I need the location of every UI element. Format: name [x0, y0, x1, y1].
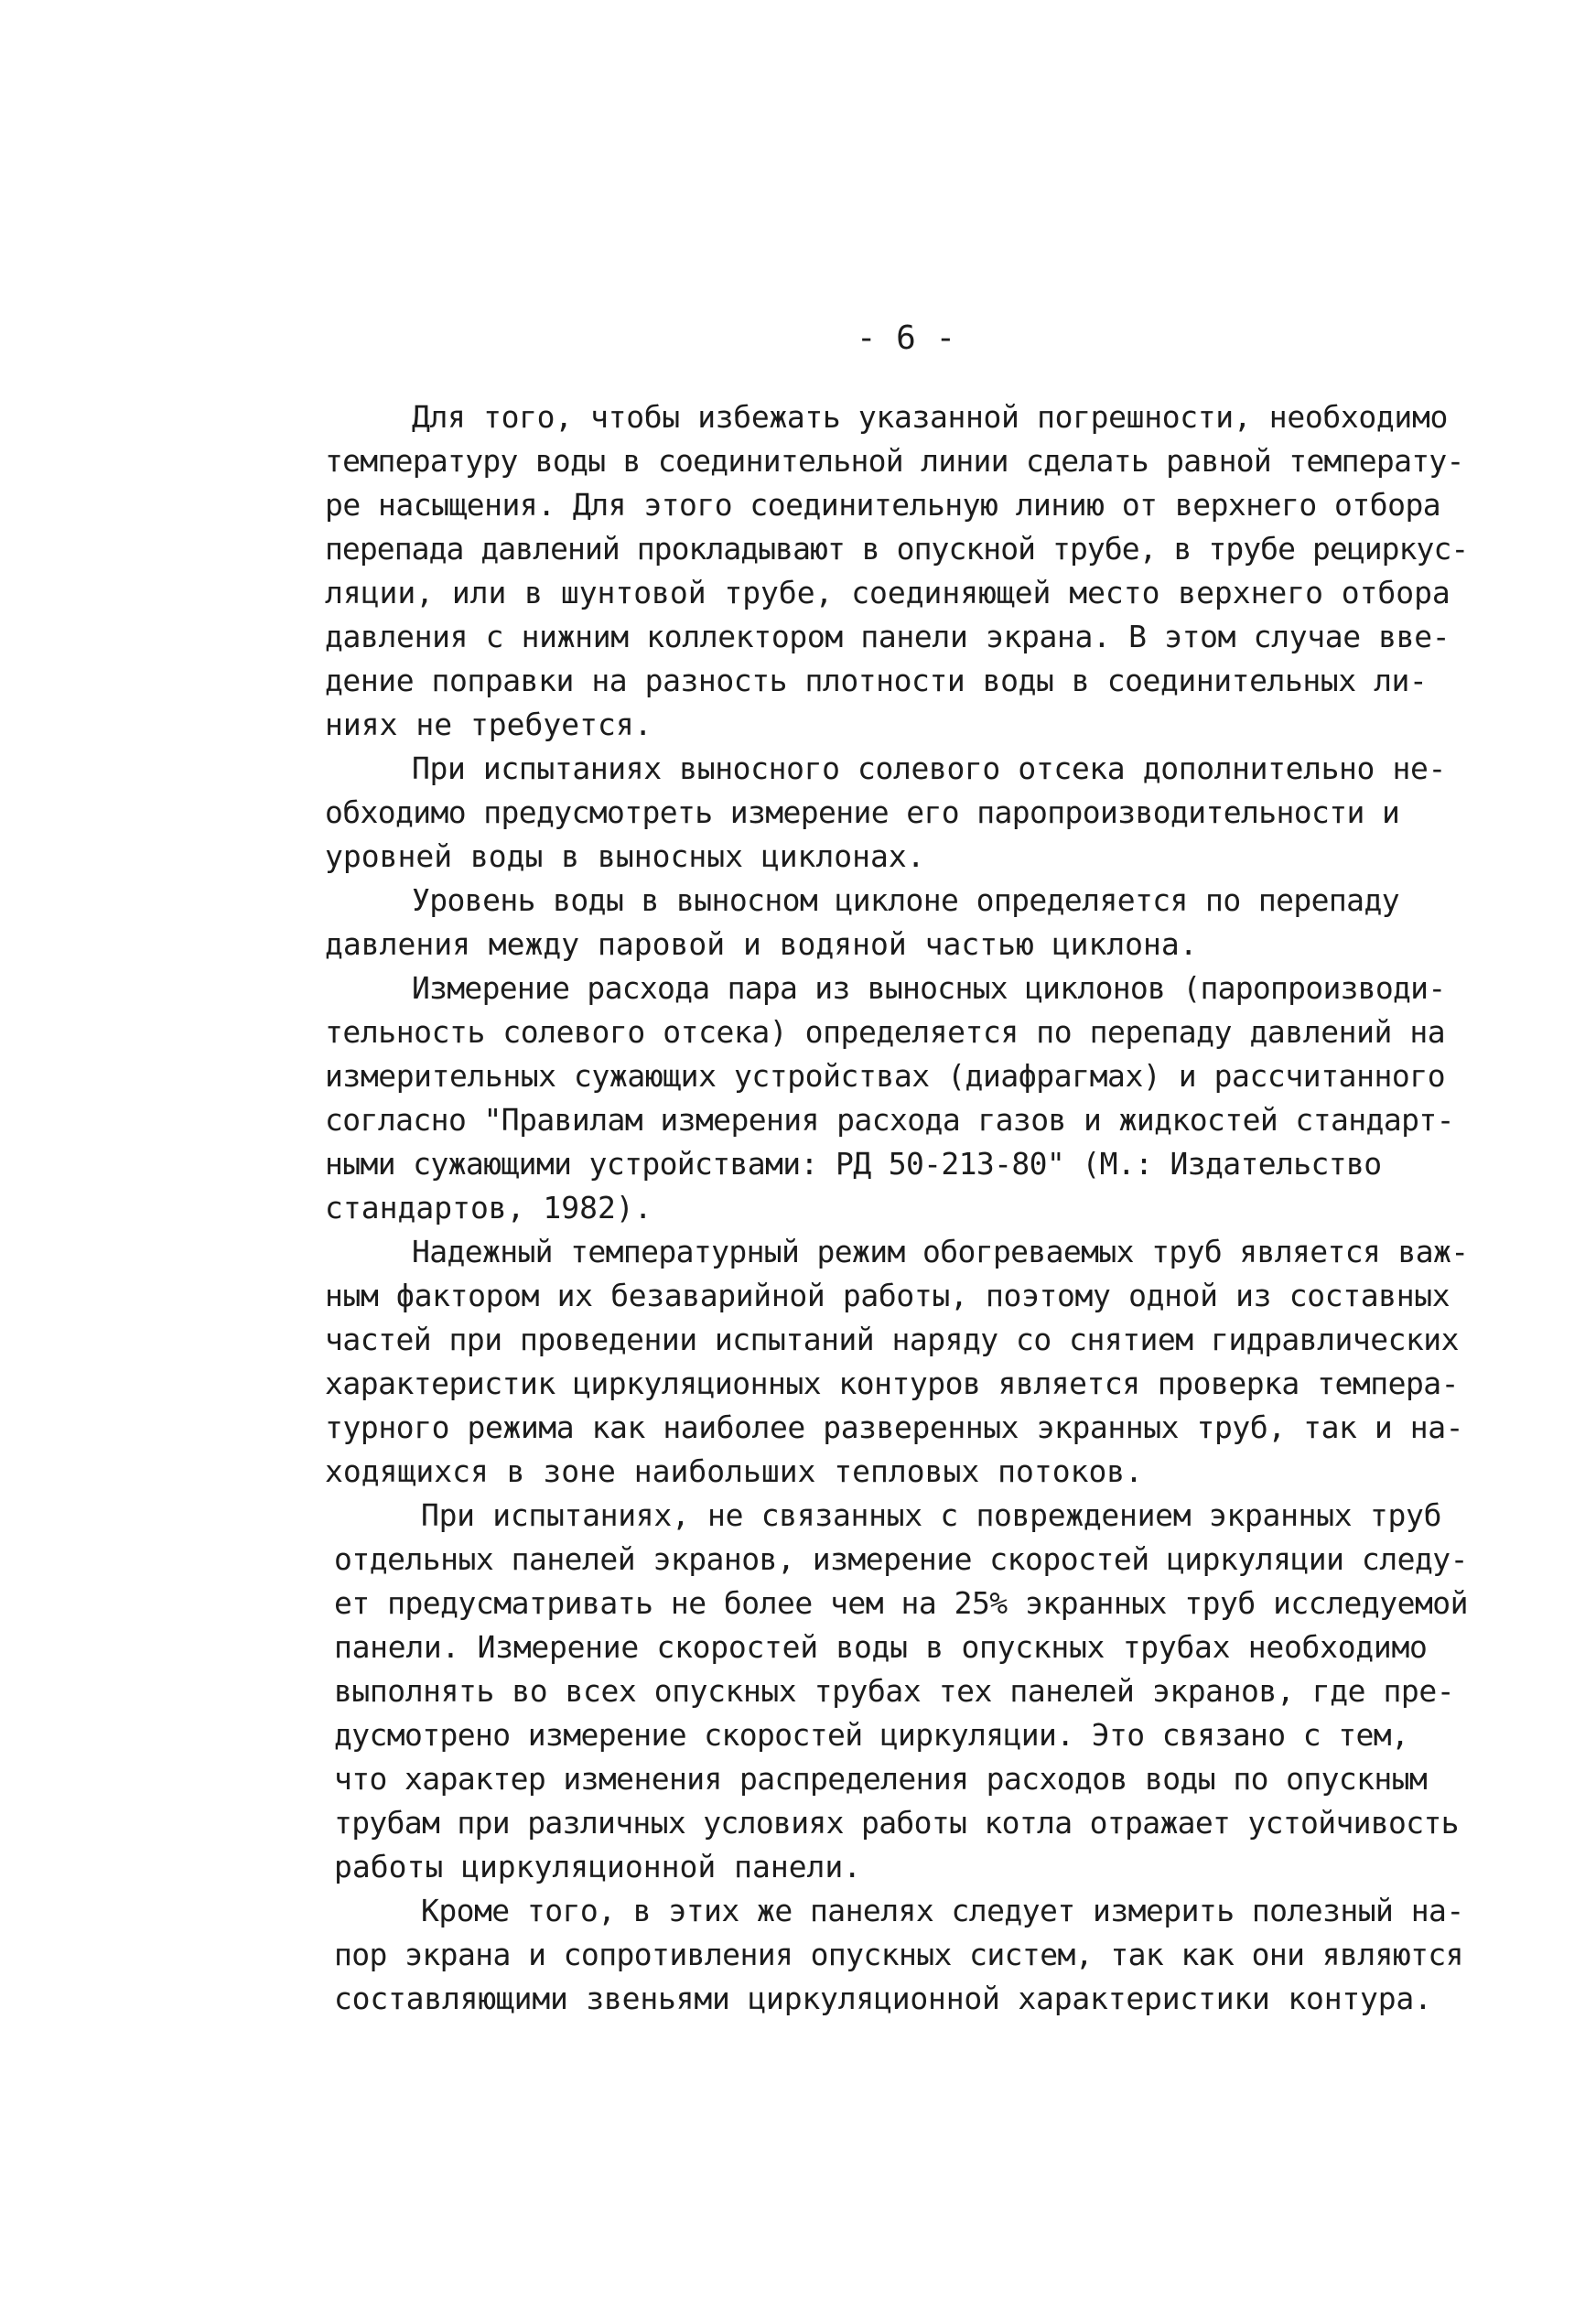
- text-line: частей при проведении испытаний наряду со снятием гидравлических: [325, 1322, 1460, 1357]
- text-line: ниях не требуется.: [325, 707, 652, 742]
- text-line: Уровень воды в выносном циклоне определяется по перепаду: [412, 882, 1399, 918]
- text-line: Измерение расхода пара из выносных циклонов (паропроизводи-: [412, 970, 1446, 1006]
- text-line: работы циркуляционной панели.: [334, 1849, 862, 1884]
- text-line: дусмотрено измерение скоростей циркуляции. Это связано с тем,: [334, 1717, 1409, 1753]
- text-line: измерительных сужающих устройствах (диафрагмах) и рассчитанного: [325, 1058, 1446, 1094]
- text-line: ходящихся в зоне наибольших тепловых потоков.: [325, 1453, 1144, 1489]
- text-line: трубам при различных условиях работы котла отражает устойчивость: [334, 1805, 1459, 1841]
- text-line: Кроме того, в этих же панелях следует измерить полезный на-: [421, 1893, 1464, 1928]
- text-line: Надежный температурный режим обогреваемых труб является важ-: [412, 1234, 1469, 1269]
- text-line: что характер изменения распределения расходов воды по опускным: [334, 1761, 1428, 1797]
- text-line: панели. Измерение скоростей воды в опускных трубах необходимо: [334, 1629, 1428, 1665]
- text-line: выполнять во всех опускных трубах тех панелей экранов, где пре-: [334, 1673, 1455, 1709]
- text-line: отдельных панелей экранов, измерение скоростей циркуляции следу-: [334, 1541, 1469, 1577]
- text-line: турного режима как наиболее разверенных экранных труб, так и на-: [325, 1409, 1464, 1445]
- text-line: давления с нижним коллектором панели экрана. В этом случае вве-: [325, 619, 1450, 654]
- text-line: температуру воды в соединительной линии сделать равной температу-: [325, 443, 1464, 479]
- page-number: - 6 -: [856, 319, 956, 357]
- text-line: характеристик циркуляционных контуров является проверка темпера-: [325, 1366, 1460, 1401]
- text-line: обходимо предусмотреть измерение его паропроизводительности и: [325, 794, 1400, 830]
- text-line: давления между паровой и водяной частью циклона.: [325, 926, 1198, 962]
- text-line: стандартов, 1982).: [325, 1190, 652, 1226]
- text-line: согласно "Правилам измерения расхода газов и жидкостей стандарт-: [325, 1102, 1454, 1138]
- text-line: ным фактором их безаварийной работы, поэтому одной из составных: [325, 1278, 1450, 1313]
- text-line: При испытаниях, не связанных с повреждением экранных труб: [421, 1497, 1442, 1533]
- text-line: тельность солевого отсека) определяется по перепаду давлений на: [325, 1014, 1446, 1050]
- text-line: Для того, чтобы избежать указанной погрешности, необходимо: [412, 399, 1448, 435]
- text-line: уровней воды в выносных циклонах.: [325, 838, 925, 874]
- text-line: пор экрана и сопротивления опускных систем, так как они являются: [334, 1937, 1463, 1972]
- text-line: При испытаниях выносного солевого отсека дополнительно не-: [412, 750, 1446, 786]
- text-line: составляющими звеньями циркуляционной характеристики контура.: [334, 1981, 1432, 2016]
- text-line: перепада давлений прокладывают в опускной трубе, в трубе рециркус-: [325, 531, 1469, 567]
- text-line: ет предусматривать не более чем на 25% экранных труб исследуемой: [334, 1585, 1469, 1621]
- text-line: ре насыщения. Для этого соединительную линию от верхнего отбора: [325, 487, 1441, 523]
- text-line: дение поправки на разность плотности воды в соединительных ли-: [325, 663, 1428, 698]
- text-line: ляции, или в шунтовой трубе, соединяющей место верхнего отбора: [325, 575, 1450, 610]
- text-line: ными сужающими устройствами: РД 50-213-80" (М.: Издательство: [325, 1146, 1382, 1182]
